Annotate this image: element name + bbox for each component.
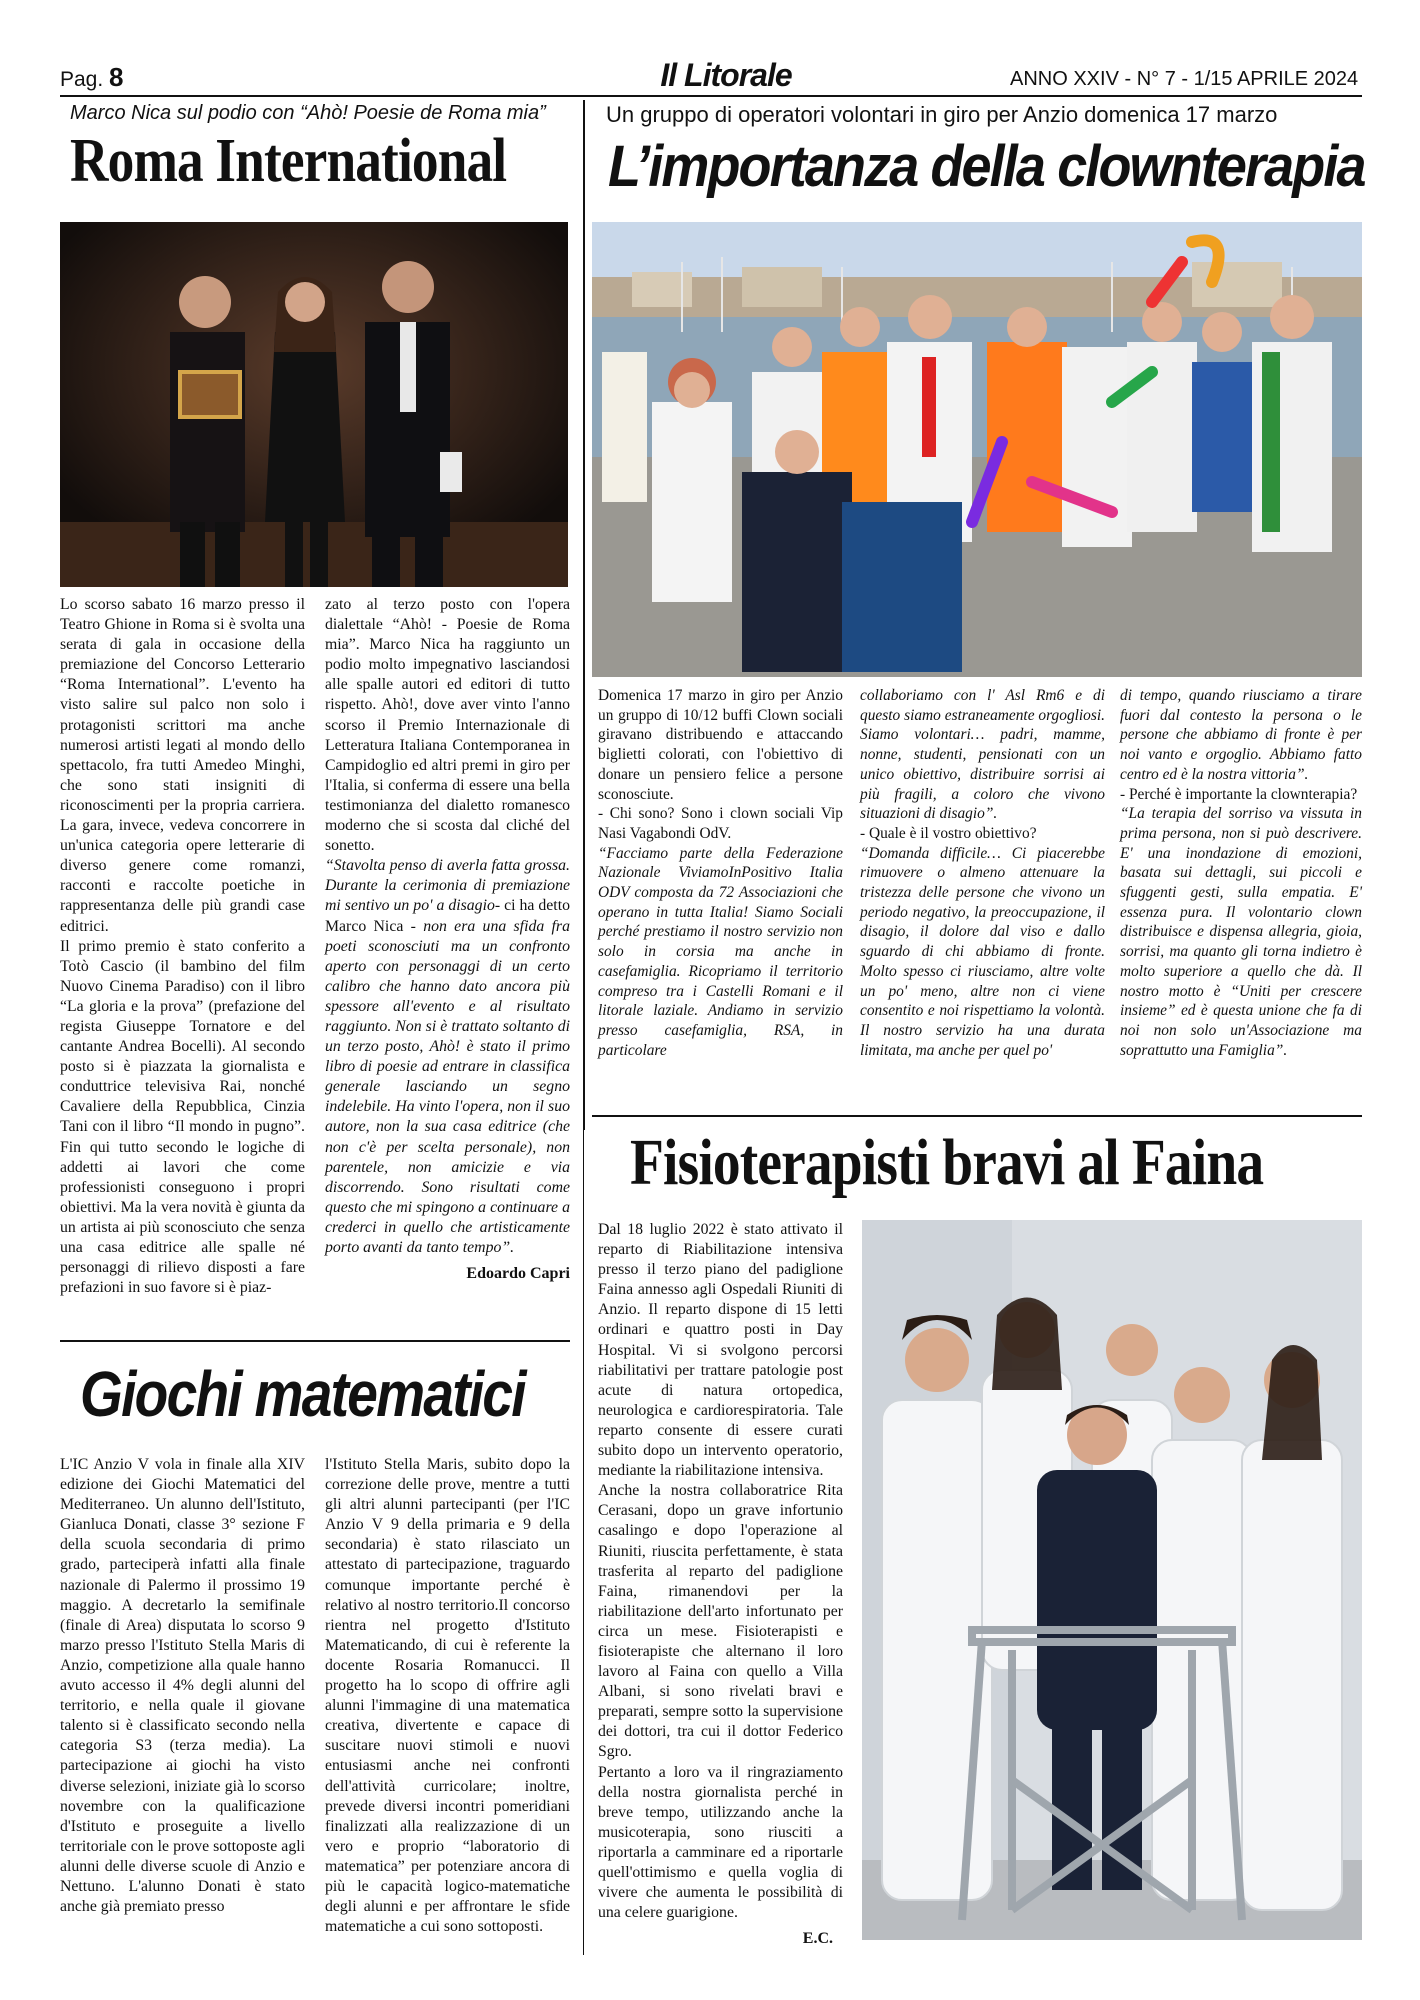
giochi-column-1 bbox=[60, 1455, 305, 1917]
roma-quote-attrib: ci ha detto Marco Nica bbox=[325, 897, 570, 935]
clown-question: - Perché è importante la clownterapia? bbox=[1120, 785, 1358, 803]
clown-column-1 bbox=[598, 686, 843, 1060]
roma-quote bbox=[325, 856, 570, 1258]
fisio-paragraph: Anche la nostra collaboratrice Rita Cerasani, dopo un grave infortunio casalingo e dopo l'operazione al Riuniti, riuscita perfettamente, è stata trasferita al reparto del padiglione Faina, rimanendovi per la riabilitazione dell'arto infortunato per circa un mese. Fisioterapisti e fisioterapiste che alternano il loro lavoro al Faina con quello a Villa Albani, si sono rivelati bravi e preparati, sempre sotto la supervisione dei dottori, tra cui il dottor Federico Sgro. bbox=[598, 1482, 843, 1761]
roma-column-1 bbox=[60, 595, 305, 1298]
clown-answer: di tempo, quando riusciamo a tirare fuori dal contesto la persona o le persone che abbiamo di fronte è per noi vanto e orgoglio. Abbiamo fatto centro ed è la nostra vittoria”. bbox=[1120, 687, 1362, 783]
clown-column-3 bbox=[1120, 686, 1362, 1060]
roma-quote-part: “Stavolta penso di averla fatta grossa. Durante la cerimonia di premiazione mi sentivo un po' a disagio- bbox=[325, 857, 570, 915]
clown-answer: “La terapia del sorriso va vissuta in prima persona, non si può descrivere. E' una inondazione di emozioni, basata sui dettagli, sui piccoli e sfuggenti gesti, sulla empatia. E' essenza pura. Il volontario clown distribuisce e dispensa allegria, gioia, sorrisi, ma quanto gli torna indietro è molto superiore a quello che dà. Il nostro motto è “Uniti per crescere insieme” ed è questa unione che fa di noi non solo un'Associazione ma soprattutto una Famiglia”. bbox=[1120, 805, 1362, 1059]
page-number bbox=[60, 62, 124, 93]
fisio-signature: E.C. bbox=[802, 1930, 833, 1948]
fisio-headline: Fisioterapisti bravi al Faina bbox=[630, 1126, 1264, 1199]
giochi-headline: Giochi matematici bbox=[80, 1358, 525, 1430]
clown-paragraph: Domenica 17 marzo in giro per Anzio un gruppo di 10/12 buffi Clown sociali giravano distribuendo e attaccando biglietti colorati, con l'obiettivo di donare un pensiero felice a persone sconosciute. bbox=[598, 687, 843, 803]
column-divider-top bbox=[583, 100, 585, 1130]
clown-headline: L’importanza della clownterapia bbox=[608, 134, 1365, 199]
column-divider-bottom bbox=[583, 1130, 584, 1955]
roma-paragraph: zato al terzo posto con l'opera dialettale “Ahò! - Poesie de Roma mia”. Marco Nica ha raggiunto un podio molto impegnativo lasciandosi alle spalle autori ed editori di tutto rispetto. Ahò!, dove aver vinto l'anno scorso il Premio Internazionale di Letteratura Italiana Contemporanea in Campidoglio ed altri premi in giro per l'Italia, si conferma di essere una bella testimonianza del dialetto romanesco moderno che si scosta dal cliché del sonetto. bbox=[325, 596, 570, 855]
page-label: Pag. bbox=[60, 68, 104, 91]
masthead: Il Litorale bbox=[660, 57, 792, 93]
clown-kicker: Un gruppo di operatori volontari in giro per Anzio domenica 17 marzo bbox=[606, 102, 1278, 127]
clown-end-rule bbox=[592, 1115, 1362, 1117]
roma-paragraph: Il primo premio è stato conferito a Totò Cascio (il bambino del film Nuovo Cinema Paradiso) con il libro “La gloria e la prova” (prefazione del regista Giuseppe Tornatore e del cantante Andrea Bocelli). Al secondo posto si è piazzata la giornalista e conduttrice televisiva Rai, nonché Cavaliere della Repubblica, Cinzia Tani con il libro “Il mondo in pugno”. Fin qui tutto secondo le logiche di addetti ai lavori che come professionisti conseguono i propri obiettivi. Ma la vera novità è giunta da un artista ai più sconosciuto che senza una casa editrice alle spalle né personaggi di rilievo disposti a fare prefazioni in suo favore si è piaz- bbox=[60, 937, 305, 1297]
roma-signature: Edoardo Capri bbox=[466, 1265, 570, 1283]
giochi-paragraph: L'IC Anzio V vola in finale alla XIV edizione dei Giochi Matematici del Mediterraneo. Un alunno dell'Istituto, Gianluca Donati, classe 3° sezione F della scuola secondaria di primo grado, parteciperà infatti alla finale nazionale di Palermo il prossimo 19 maggio. A decretarlo la semifinale (finale di Area) disputata lo scorso 9 marzo presso l'Istituto Stella Maris di Anzio, competizione alla quale hanno avuto accesso il 4% degli alunni del territorio, e nella quale il giovane talento si è classificato secondo nella categoria S3 (terza media). La partecipazione ai giochi ha visto diverse selezioni, iniziate già lo scorso novembre con la qualificazione d'Istituto e proseguite a livello territoriale con le prove sottoposte agli alunni delle diverse scuole di Anzio e Nettuno. L'alunno Donati è stato anche già premiato presso bbox=[60, 1456, 305, 1916]
fisio-paragraph: Dal 18 luglio 2022 è stato attivato il reparto di Riabilitazione intensiva presso il terzo piano del padiglione Faina annesso agli Ospedali Riuniti di Anzio. Il reparto dispone di 15 letti ordinari e quattro posti in Day Hospital. Vi si svolgono percorsi riabilitativi per trattare patologie post acute di natura ortopedica, neurologica e cardiorespiratoria. Tale reparto consente di essere curati subito dopo un intervento operatorio, mediante la riabilitazione intensiva. bbox=[598, 1221, 843, 1480]
clown-question: - Quale è il vostro obiettivo? bbox=[860, 824, 1037, 842]
issue-info: ANNO XXIV - N° 7 - 1/15 APRILE 2024 bbox=[1010, 68, 1359, 90]
giochi-paragraph: l'Istituto Stella Maris, subito dopo la correzione delle prove, mentre a tutti gli altri alunni partecipanti (per l'IC Anzio V 9 della primaria e 9 della secondaria) è stato rilasciato un attestato di partecipazione, traguardo comunque importante perché è relativo al nostro territorio.Il concorso rientra nel progetto d'Istituto Matematicando, di cui è referente la docente Rosaria Romanucci. Il progetto ha lo scopo di offrire agli alunni l'immagine di una matematica creativa, divertente e capace di suscitare nuovi stimoli e nuovi entusiasmi anche nei confronti dell'attività curricolare; inoltre, prevede diversi incontri pomeridiani finalizzati alla realizzazione di un vero e proprio “laboratorio di matematica” per potenziare ancora di più le capacità logico-matematiche degli alunni e per affrontare le sfide matematiche a cui sono sottoposti. bbox=[325, 1456, 570, 1936]
fisio-column bbox=[598, 1220, 843, 1949]
roma-quote-part: - non era una sfida fra poeti sconosciuti ma un confronto aperto con personaggi di un certo calibro che hanno dato ancora più spessore all'evento e al risultato raggiunto. Non si è trattato soltanto di un terzo posto, Ahò! è stato il primo libro di poesie ad entrare in classifica generale lasciando un segno indelebile. Ha vinto l'opera, non il suo autore, non la sua casa editrice (che non c'è per scelta personale), non parentele, non amicizie e via discorrendo. Sono risultati come questo che mi spingono a continuare a crederci in quello che artisticamente porto avanti da tanto tempo”. bbox=[325, 917, 570, 1256]
giochi-column-2 bbox=[325, 1455, 570, 1937]
clown-answer: “Domanda difficile… Ci piacerebbe rimuovere o almeno attenuare la tristezza delle persone che vivono un periodo negativo, la preoccupazione, il disagio, il dolore dal viso e dallo sguardo di chi abbiamo di fronte. Molto spesso ci riusciamo, altre volte un po' meno, altre non ci viene consentito e noi rispettiamo la volontà. Il nostro servizio ha una durata limitata, ma anche per quel po' bbox=[860, 844, 1105, 1059]
clown-answer: collaboriamo con l' Asl Rm6 e di questo siamo estraneamente orgogliosi. Siamo volontari… padri, mamme, nonne, studenti, pensionati con un unico obiettivo, distribuire sorrisi ai più fragili, a coloro che vivono situazioni di disagio”. bbox=[860, 687, 1105, 823]
clown-question: - Chi sono? Sono i clown sociali Vip Nasi Vagabondi OdV. bbox=[598, 805, 843, 842]
fisio-paragraph: Pertanto a loro va il ringraziamento della nostra giornalista perché in breve tempo, utilizzando anche la musicoterapia, sono riusciti a riportarla a camminare ed a riportarle quell'ottimismo e quella voglia di vivere che aumenta le possibilità di una celere guarigione. bbox=[598, 1763, 843, 1922]
fisio-team-photo bbox=[862, 1220, 1362, 1940]
roma-column-2 bbox=[325, 595, 570, 1284]
page-number-value: 8 bbox=[109, 62, 124, 92]
clown-answer: “Facciamo parte della Federazione Nazionale ViviamoInPositivo Italia ODV composta da 72 Associazioni che operano in tutta Italia! Siamo Sociali perché prestiamo il nostro servizio non solo in corsia ma anche in casefamiglia. Ricopriamo il territorio compreso tra i Castelli Romani e il litorale laziale. Andiamo in servizio presso casefamiglia, RSA, in particolare bbox=[598, 844, 843, 1059]
roma-kicker: Marco Nica sul podio con “Ahò! Poesie de Roma mia” bbox=[70, 102, 546, 124]
clown-column-2 bbox=[860, 686, 1105, 1060]
roma-end-rule bbox=[60, 1340, 570, 1342]
header-rule bbox=[60, 95, 1362, 97]
roma-award-photo bbox=[60, 222, 568, 587]
roma-paragraph: Lo scorso sabato 16 marzo presso il Teatro Ghione in Roma si è svolta una serata di gala in occasione della premiazione del Concorso Letterario “Roma International”. L'evento ha visto salire sul palco non solo i protagonisti scrittori ma anche numerosi artisti legati al mondo dello spettacolo, fra tutti Amedeo Minghi, che sono stati insigniti di riconoscimenti per la propria carriera. La gara, invece, vedeva concorrere in un'unica categoria opere letterarie di diverso genere come romanzi, racconti e raccolte poetiche in rappresentanza delle più grandi case editrici. bbox=[60, 596, 305, 935]
roma-headline: Roma International bbox=[70, 127, 507, 195]
clown-group-photo bbox=[592, 222, 1362, 677]
